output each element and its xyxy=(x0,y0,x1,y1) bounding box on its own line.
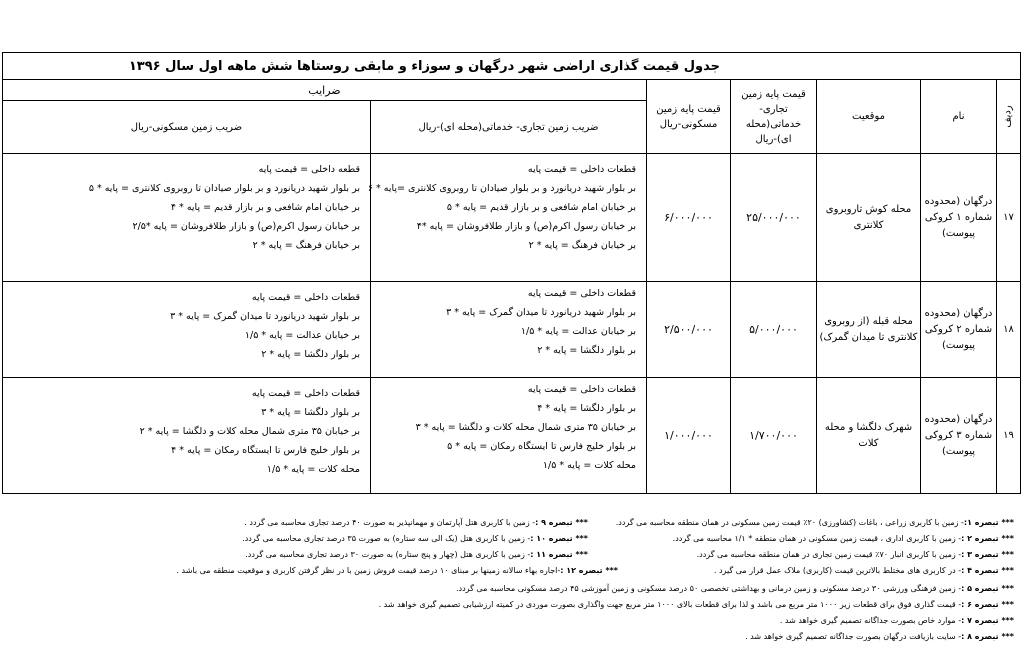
note-text: - در کاربری های مختلط بالاترین قیمت (کاربری) ملاک عمل قرار می گیرد . xyxy=(713,566,962,575)
note-label: *** تبصره ۱۲ : xyxy=(560,566,618,575)
note-text: - قیمت گذاری فوق برای قطعات زیر ۱۰۰۰ متر مربع می باشد و لذا برای قطعات بالای ۱۰۰۰ متر مربع جهت واگذاری بصورت موردی در کمیته ارزشیابی تصمیم گیری خواهد شد . xyxy=(378,600,962,609)
coef-line: بر بلوار دلگشا = پایه * ۳ xyxy=(261,407,360,418)
header-commercial-base: قیمت پایه زمین تجاری- خدماتی(محله ای)-ریال xyxy=(731,80,817,154)
coef-line: بر خیابان عدالت = پایه * ۱/۵ xyxy=(520,326,636,337)
header-row-number-label: ردیف xyxy=(1002,105,1014,128)
header-commercial-coef: ضریب زمین تجاری- خدماتی(محله ای)-ریال xyxy=(371,101,647,154)
table-title: جدول قیمت گذاری اراضی شهر درگهان و سوزاء و مابقی روستاها شش ماهه اول سال ۱۳۹۶ xyxy=(2,53,1020,80)
coef-line: بر بلوار شهید دریانورد تا میدان گمرک = پایه * ۳ xyxy=(170,311,360,322)
header-location: موقعیت xyxy=(817,80,921,154)
row-name: درگهان (محدوده شماره ۱ کروکی پیوست) xyxy=(921,154,997,282)
note-item xyxy=(673,534,1014,543)
coef-line: بر خیابان رسول اکرم(ص) و بازار طلافروشان = پایه *۴ xyxy=(416,221,636,232)
coef-line: بر بلوار شهید دریانورد تا میدان گمرک = پایه * ۳ xyxy=(446,307,636,318)
residential-base-price: ۱/۰۰۰/۰۰۰ xyxy=(647,378,731,494)
header-residential-base: قیمت پایه زمین مسکونی-ریال xyxy=(647,80,731,154)
note-label: *** تبصره ۶ : xyxy=(961,600,1014,609)
coef-line: محله کلات = پایه * ۱/۵ xyxy=(266,464,360,475)
coef-line: بر بلوار خلیج فارس تا ایستگاه رمکان = پایه * ۵ xyxy=(447,441,636,452)
note-item xyxy=(242,534,588,543)
notes-section xyxy=(0,512,1018,652)
note-text: - موارد خاص بصورت جداگانه تصمیم گیری خواهد شد . xyxy=(779,616,962,625)
note-item xyxy=(176,566,618,575)
note-text: - زمین با کاربری زراعی ، باغات (کشاورزی) ۲۰٪ قیمت زمین مسکونی در همان منطقه محاسبه می گردد. xyxy=(615,518,964,527)
coef-line: بر بلوار دلگشا = پایه * ۲ xyxy=(537,345,636,356)
title-row xyxy=(2,53,1020,80)
coef-line: بر خیابان ۳۵ متری شمال محله کلات و دلگشا = پایه * ۳ xyxy=(415,422,636,433)
coef-line: بر بلوار شهید دریانورد و بر بلوار صیادان تا روبروی کلانتری = پایه * ۵ xyxy=(88,183,360,194)
coef-line: بر خیابان ۳۵ متری شمال محله کلات و دلگشا = پایه * ۲ xyxy=(139,426,360,437)
note-text: -اجاره بهاء سالانه زمینها بر مبنای ۱۰ درصد قیمت فروش زمین با در نظر گرفتن کاربری و موقعیت منطقه می باشد . xyxy=(176,566,561,575)
coef-line: بر خیابان امام شافعی و بر بازار قدیم = پایه * ۴ xyxy=(170,202,360,213)
coef-line: قطعات داخلی = قیمت پایه xyxy=(251,388,360,399)
note-text: - زمین با کاربری هتل (یک الی سه ستاره) به صورت ۳۵ درصد تجاری محاسبه می گردد. xyxy=(242,534,531,543)
commercial-base-price: ۵/۰۰۰/۰۰۰ xyxy=(731,282,817,378)
coef-line: بر خیابان رسول اکرم(ص) و بازار طلافروشان = پایه *۲/۵ xyxy=(132,221,360,232)
table-row xyxy=(2,282,1020,378)
residential-base-price: ۲/۵۰۰/۰۰۰ xyxy=(647,282,731,378)
row-location: محله قبله (از روبروی کلانتری تا میدان گمرک) xyxy=(817,282,921,378)
note-text: - زمین با کاربری اداری ، قیمت زمین مسکونی در همان منطقه * ۱/۱ محاسبه می گردد. xyxy=(672,534,962,543)
coef-line: قطعات داخلی = قیمت پایه xyxy=(527,164,636,175)
note-label: *** تبصره ۴ : xyxy=(961,566,1014,575)
note-item xyxy=(245,550,588,559)
note-item xyxy=(456,584,1014,593)
coef-line: قطعات داخلی = قیمت پایه xyxy=(251,292,360,303)
row-location: محله کوش تاروبروی کلانتری xyxy=(817,154,921,282)
coef-line: محله کلات = پایه * ۱/۵ xyxy=(542,460,636,471)
residential-coef-list xyxy=(2,378,370,494)
note-item xyxy=(244,518,588,527)
commercial-coef-list xyxy=(371,282,647,378)
note-label: *** تبصره ۹ : xyxy=(535,518,588,527)
table-row xyxy=(2,154,1020,282)
pricing-document xyxy=(3,52,1021,494)
note-label: *** تبصره ۲ : xyxy=(961,534,1014,543)
note-item xyxy=(714,566,1014,575)
header-coefficients: ضرایب xyxy=(2,80,646,101)
note-text: - زمین فرهنگی ورزشی ۳۰ درصد مسکونی و زمین درمانی و بهداشتی تخصصی ۵۰ درصد مسکونی و زمین آموزشی ۴۵ درصد مسکونی محاسبه می گردد. xyxy=(455,584,962,593)
row-name: درگهان (محدوده شماره ۲ کروکی پیوست) xyxy=(921,282,997,378)
coef-line: بر بلوار شهید دریانورد و بر بلوار صیادان تا روبروی کلانتری =پایه * ۶ xyxy=(367,183,636,194)
coef-line: بر خیابان امام شافعی و بر بازار قدیم = پایه * ۵ xyxy=(446,202,636,213)
row-number: ۱۸ xyxy=(997,282,1021,378)
note-text: - زمین با کاربری انبار ۷۰٪ قیمت زمین تجاری در همان منطقه محاسبه می گردد. xyxy=(696,550,962,559)
residential-coef-list xyxy=(2,154,370,282)
note-label: *** تبصره ۸ : xyxy=(961,632,1014,641)
commercial-coef-list xyxy=(367,154,647,282)
note-label: *** تبصره ۳ : xyxy=(961,550,1014,559)
pricing-table xyxy=(2,52,1021,494)
row-number: ۱۷ xyxy=(997,154,1021,282)
note-text: - سایت بازیافت درگهان بصورت جداگانه تصمیم گیری خواهد شد . xyxy=(745,632,962,641)
note-item xyxy=(697,550,1014,559)
note-label: *** تبصره ۱: xyxy=(963,518,1014,527)
note-item xyxy=(780,616,1014,625)
residential-coef-list xyxy=(2,282,370,378)
header-residential-coef: ضریب زمین مسکونی-ریال xyxy=(2,101,370,154)
coef-line: قطعه داخلی = قیمت پایه xyxy=(258,164,360,175)
row-number: ۱۹ xyxy=(997,378,1021,494)
coef-line: بر بلوار دلگشا = پایه * ۲ xyxy=(261,349,360,360)
coef-line: قطعات داخلی = قیمت پایه xyxy=(527,384,636,395)
header-row-1 xyxy=(2,80,1020,101)
coef-line: بر خیابان عدالت = پایه * ۱/۵ xyxy=(244,330,360,341)
coef-line: بر خیابان فرهنگ = پایه * ۲ xyxy=(252,240,360,251)
table-row xyxy=(2,378,1020,494)
note-label: *** تبصره ۱۰ : xyxy=(530,534,588,543)
note-label: *** تبصره ۵ : xyxy=(961,584,1014,593)
header-row-number xyxy=(997,80,1021,154)
commercial-base-price: ۲۵/۰۰۰/۰۰۰ xyxy=(731,154,817,282)
note-label: *** تبصره ۷ : xyxy=(961,616,1014,625)
row-name: درگهان (محدوده شماره ۳ کروکی پیوست) xyxy=(921,378,997,494)
note-text: - زمین با کاربری هتل آپارتمان و مهمانپذیر به صورت ۴۰ درصد تجاری محاسبه می گردد . xyxy=(244,518,536,527)
row-location: شهرک دلگشا و محله کلات xyxy=(817,378,921,494)
commercial-coef-list xyxy=(371,378,647,494)
note-item xyxy=(379,600,1014,609)
commercial-base-price: ۱/۷۰۰/۰۰۰ xyxy=(731,378,817,494)
residential-base-price: ۶/۰۰۰/۰۰۰ xyxy=(647,154,731,282)
note-text: - زمین با کاربری هتل (چهار و پنج ستاره) به صورت ۳۰ درصد تجاری محاسبه می گردد. xyxy=(245,550,531,559)
coef-line: بر خیابان فرهنگ = پایه * ۲ xyxy=(528,240,636,251)
coef-line: بر بلوار خلیج فارس تا ایستگاه رمکان = پایه * ۴ xyxy=(171,445,360,456)
note-label: *** تبصره ۱۱ : xyxy=(530,550,588,559)
note-item xyxy=(745,632,1014,641)
header-name: نام xyxy=(921,80,997,154)
note-item xyxy=(616,518,1014,527)
coef-line: قطعات داخلی = قیمت پایه xyxy=(527,288,636,299)
coef-line: بر بلوار دلگشا = پایه * ۴ xyxy=(537,403,636,414)
